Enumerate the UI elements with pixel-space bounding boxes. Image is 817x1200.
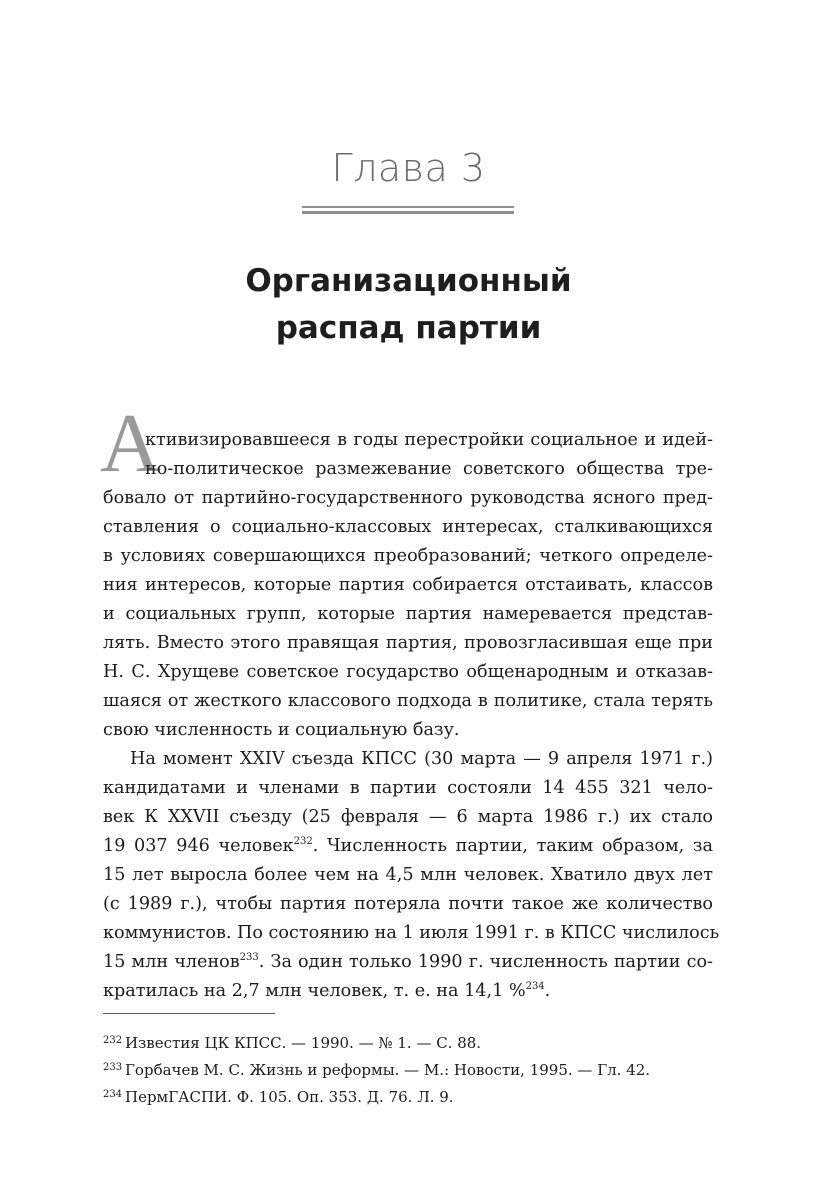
footnote [103, 1031, 713, 1051]
footnote-number: 233 [103, 1062, 123, 1073]
footnote-text: ПермГАСПИ. Ф. 105. Оп. 353. Д. 76. Л. 9. [125, 1088, 454, 1106]
footnote-number: 234 [103, 1089, 123, 1100]
chapter-label: Глава 3 [331, 146, 486, 190]
footnote-text: Известия ЦК КПСС. — 1990. — № 1. — С. 88. [125, 1034, 482, 1052]
paragraph-line: лять. Вместо этого правящая партия, провозгласившая еще при [103, 633, 713, 653]
text-run: 15 млн членов [103, 952, 240, 972]
chapter-divider-bottom [302, 211, 514, 214]
chapter-title [0, 258, 817, 352]
paragraph-line: 15 лет выросла более чем на 4,5 млн человек. Хватило двух лет [103, 865, 713, 885]
paragraph-line: шаяся от жесткого классового подхода в политике, стала терять [103, 691, 713, 711]
paragraph-line: На момент XXIV съезда КПСС (30 марта — 9 апреля 1971 г.) [130, 749, 713, 769]
footnote-separator [103, 1013, 275, 1014]
text-run: кратилась на 2,7 млн человек, т. е. на 14,1 % [103, 981, 526, 1001]
text-run: . Численность партии, таким образом, за [312, 836, 714, 856]
footnote-ref-232[interactable]: 232 [293, 836, 313, 848]
text-run: . За один только 1990 г. численность партии со- [258, 952, 713, 972]
paragraph-line: век К XXVII съезду (25 февраля — 6 марта 1986 г.) их стало [103, 807, 713, 827]
paragraph-line: кандидатами и членами в партии состояли 14 455 321 чело- [103, 778, 713, 798]
paragraph-line: и социальных групп, которые партия намеревается представ- [103, 604, 713, 624]
footnote-text: Горбачев М. С. Жизнь и реформы. — М.: Новости, 1995. — Гл. 42. [125, 1061, 651, 1079]
text-run: 19 037 946 человек [103, 836, 294, 856]
chapter-title-line: Организационный [245, 263, 572, 299]
paragraph-line: ктивизировавшееся в годы перестройки социальное и идей- [145, 430, 713, 450]
paragraph-line: бовало от партийно-государственного руководства ясного пред- [103, 488, 713, 508]
paragraph-line: ставления о социально-классовых интересах, сталкивающихся [103, 517, 713, 537]
paragraph-line: коммунистов. По состоянию на 1 июля 1991 г. в КПСС числилось [103, 923, 720, 943]
paragraph-line: но-политическое размежевание советского общества тре- [145, 459, 713, 479]
paragraph-line: ния интересов, которые партия собирается отстаивать, классов [103, 575, 713, 595]
footnote-ref-234[interactable]: 234 [525, 981, 545, 993]
paragraph-line: Н. С. Хрущеве советское государство общенародным и отказав- [103, 662, 713, 682]
footnote-number: 232 [103, 1035, 123, 1046]
text-run: . [544, 981, 551, 1001]
drop-cap: А [100, 397, 161, 490]
paragraph-line: в условиях совершающихся преобразований; четкого определе- [103, 546, 713, 566]
footnote [103, 1058, 713, 1078]
paragraph-line: свою численность и социальную базу. [103, 720, 460, 740]
footnote-ref-233[interactable]: 233 [239, 952, 259, 964]
chapter-title-line: распад партии [275, 310, 542, 346]
paragraph-line [103, 951, 713, 974]
chapter-divider-top [302, 206, 514, 208]
footnote [103, 1085, 713, 1105]
paragraph-line [103, 980, 713, 1003]
paragraph-line: (с 1989 г.), чтобы партия потеряла почти такое же количество [103, 894, 713, 914]
paragraph-line [103, 835, 713, 858]
